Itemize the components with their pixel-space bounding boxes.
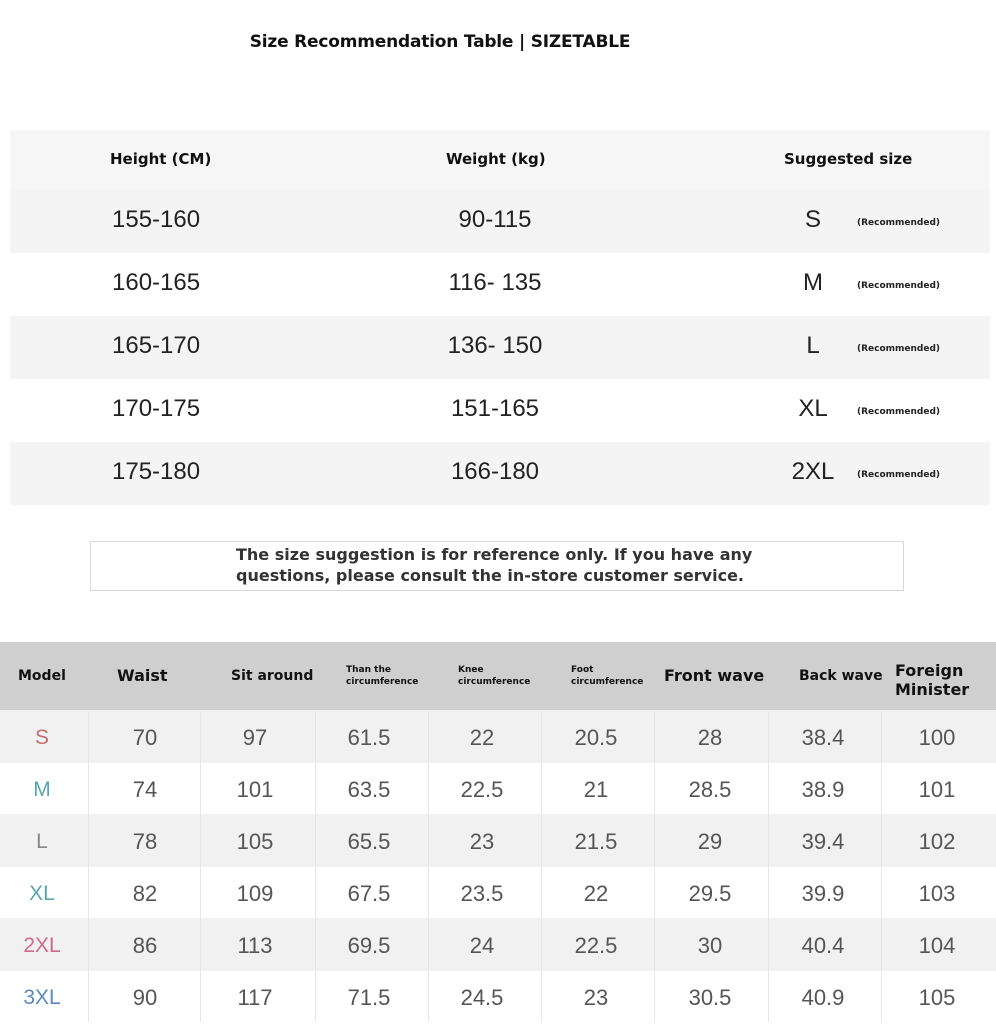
foreign-minister-value: 102 [918, 829, 956, 854]
recommended-note: (Recommended) [857, 470, 941, 480]
foreign-minister-value: 104 [918, 933, 956, 958]
column-divider [768, 971, 769, 1022]
column-divider [88, 815, 89, 866]
waist-value: 78 [132, 829, 158, 854]
sit-around-value: 117 [237, 985, 273, 1010]
sit-around-value: 101 [236, 777, 274, 802]
suggested-size: 2XL [791, 458, 835, 485]
header-height: Height (CM) [110, 150, 212, 168]
recommendation-row [10, 379, 990, 442]
height-range: 165-170 [112, 332, 201, 359]
knee-circumference-value: 24.5 [460, 985, 504, 1010]
recommended-note: (Recommended) [857, 344, 941, 354]
column-divider [315, 763, 316, 814]
header-sit-around: Sit around [231, 668, 314, 684]
column-divider [200, 711, 201, 762]
foot-circumference-value: 21 [583, 777, 609, 802]
front-wave-value: 28.5 [688, 777, 732, 802]
size-label: M [33, 778, 51, 801]
column-divider [541, 919, 542, 970]
column-divider [428, 815, 429, 866]
recommendation-table [10, 130, 990, 505]
column-divider [428, 867, 429, 918]
weight-range: 116- 135 [448, 269, 542, 296]
column-divider [541, 711, 542, 762]
weight-range: 151-165 [450, 395, 540, 422]
measurement-row [0, 710, 996, 762]
suggested-size: M [803, 269, 823, 296]
thigh-circumference-value: 61.5 [347, 725, 391, 750]
column-divider [88, 919, 89, 970]
sit-around-value: 97 [242, 725, 268, 750]
column-divider [315, 815, 316, 866]
waist-value: 90 [132, 985, 158, 1010]
column-divider [88, 971, 89, 1022]
knee-circumference-value: 24 [469, 933, 495, 958]
column-divider [654, 763, 655, 814]
size-label: 2XL [23, 934, 61, 957]
height-range: 170-175 [112, 395, 201, 422]
height-range: 160-165 [112, 269, 201, 296]
front-wave-value: 30 [697, 933, 723, 958]
front-wave-value: 28 [697, 725, 723, 750]
back-wave-value: 40.4 [801, 933, 845, 958]
column-divider [200, 867, 201, 918]
column-divider [768, 919, 769, 970]
header-knee-circumference: Knee circumference [458, 665, 531, 687]
foot-circumference-value: 21.5 [574, 829, 618, 854]
recommendation-row [10, 316, 990, 379]
measurement-row [0, 866, 996, 918]
column-divider [315, 711, 316, 762]
suggested-size: L [806, 332, 820, 359]
measurement-row [0, 918, 996, 970]
column-divider [428, 919, 429, 970]
column-divider [881, 867, 882, 918]
header-front-wave: Front wave [664, 666, 765, 685]
column-divider [768, 867, 769, 918]
measurement-row [0, 814, 996, 866]
weight-range: 90-115 [458, 206, 532, 233]
column-divider [428, 763, 429, 814]
back-wave-value: 38.9 [801, 777, 845, 802]
page-title: Size Recommendation Table | SIZETABLE [249, 32, 631, 52]
recommended-note: (Recommended) [857, 218, 941, 228]
column-divider [541, 867, 542, 918]
column-divider [768, 763, 769, 814]
thigh-circumference-value: 71.5 [347, 985, 391, 1010]
recommendation-header [10, 130, 990, 190]
knee-circumference-value: 22.5 [460, 777, 504, 802]
column-divider [200, 763, 201, 814]
column-divider [654, 711, 655, 762]
column-divider [428, 971, 429, 1022]
height-range: 155-160 [112, 206, 201, 233]
header-suggested-size: Suggested size [784, 150, 913, 168]
header-thigh-circumference: Than the circumference [346, 665, 419, 687]
foreign-minister-value: 105 [918, 985, 956, 1010]
notice-line-2: questions, please consult the in-store customer service. [236, 566, 744, 585]
back-wave-value: 39.4 [801, 829, 845, 854]
column-divider [654, 919, 655, 970]
size-label: L [36, 830, 48, 853]
foot-circumference-value: 20.5 [574, 725, 618, 750]
foreign-minister-value: 100 [918, 725, 956, 750]
column-divider [200, 971, 201, 1022]
reference-notice [90, 541, 904, 591]
front-wave-value: 29 [697, 829, 723, 854]
column-divider [654, 867, 655, 918]
size-label: XL [29, 882, 55, 905]
measurement-row [0, 762, 996, 814]
column-divider [881, 763, 882, 814]
waist-value: 70 [132, 725, 158, 750]
header-weight: Weight (kg) [446, 150, 546, 168]
header-foreign-minister: Foreign Minister [895, 661, 970, 699]
column-divider [315, 919, 316, 970]
measurement-row [0, 970, 996, 1022]
foot-circumference-value: 22.5 [574, 933, 618, 958]
size-label: 3XL [23, 986, 61, 1009]
column-divider [200, 815, 201, 866]
weight-range: 136- 150 [447, 332, 543, 359]
measurement-table [0, 642, 996, 1024]
column-divider [88, 867, 89, 918]
recommended-note: (Recommended) [857, 407, 941, 417]
suggested-size: S [804, 206, 821, 233]
height-range: 175-180 [112, 458, 201, 485]
column-divider [541, 815, 542, 866]
recommendation-row [10, 190, 990, 253]
column-divider [428, 711, 429, 762]
size-label: S [34, 726, 49, 749]
knee-circumference-value: 23.5 [460, 881, 504, 906]
column-divider [881, 711, 882, 762]
column-divider [881, 815, 882, 866]
column-divider [541, 971, 542, 1022]
sit-around-value: 105 [236, 829, 274, 854]
front-wave-value: 30.5 [688, 985, 732, 1010]
column-divider [88, 711, 89, 762]
column-divider [881, 919, 882, 970]
thigh-circumference-value: 65.5 [347, 829, 391, 854]
column-divider [768, 711, 769, 762]
header-model: Model [18, 668, 66, 684]
foreign-minister-value: 101 [918, 777, 956, 802]
suggested-size: XL [798, 395, 828, 422]
foreign-minister-value: 103 [918, 881, 956, 906]
sit-around-value: 113 [237, 933, 273, 958]
knee-circumference-value: 22 [469, 725, 495, 750]
column-divider [768, 815, 769, 866]
foot-circumference-value: 22 [583, 881, 609, 906]
header-foot-circumference: Foot circumference [571, 665, 644, 687]
column-divider [541, 763, 542, 814]
column-divider [315, 867, 316, 918]
waist-value: 86 [132, 933, 158, 958]
back-wave-value: 40.9 [801, 985, 845, 1010]
back-wave-value: 38.4 [801, 725, 845, 750]
weight-range: 166-180 [450, 458, 540, 485]
notice-line-1: The size suggestion is for reference only. If you have any [236, 545, 753, 564]
column-divider [315, 971, 316, 1022]
thigh-circumference-value: 67.5 [347, 881, 391, 906]
column-divider [88, 763, 89, 814]
recommended-note: (Recommended) [857, 281, 941, 291]
measurement-header [0, 642, 996, 710]
back-wave-value: 39.9 [801, 881, 845, 906]
column-divider [654, 971, 655, 1022]
waist-value: 74 [132, 777, 158, 802]
header-back-wave: Back wave [799, 668, 883, 684]
sit-around-value: 109 [236, 881, 274, 906]
column-divider [654, 815, 655, 866]
recommendation-row [10, 442, 990, 505]
waist-value: 82 [132, 881, 158, 906]
front-wave-value: 29.5 [688, 881, 732, 906]
thigh-circumference-value: 63.5 [347, 777, 391, 802]
header-waist: Waist [117, 666, 168, 685]
foot-circumference-value: 23 [583, 985, 609, 1010]
column-divider [200, 919, 201, 970]
column-divider [881, 971, 882, 1022]
recommendation-row [10, 253, 990, 316]
knee-circumference-value: 23 [469, 829, 495, 854]
thigh-circumference-value: 69.5 [347, 933, 391, 958]
